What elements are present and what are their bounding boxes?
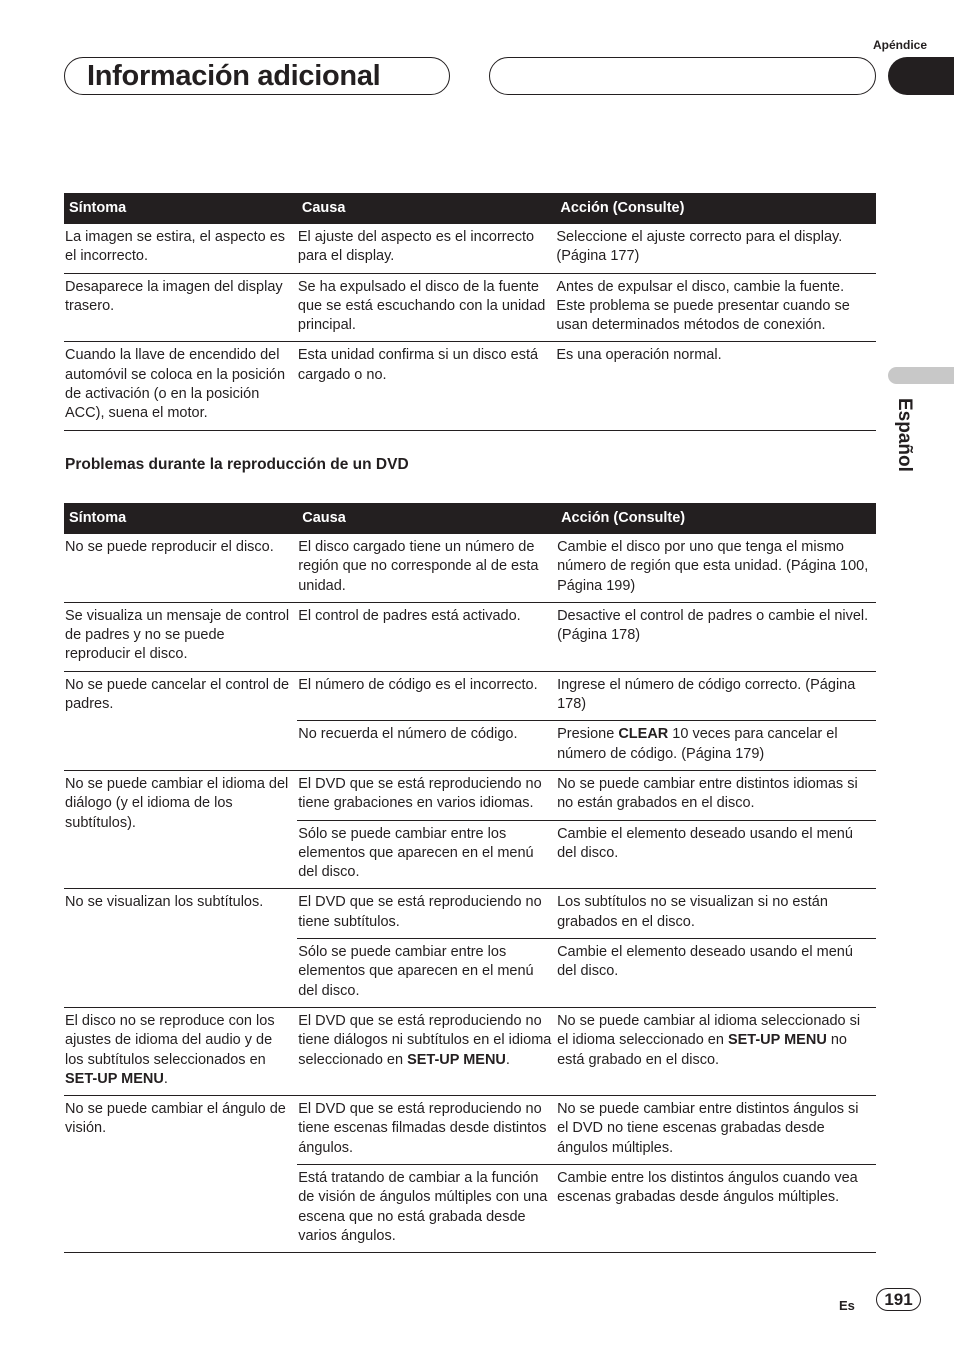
section-label: Apéndice: [872, 38, 927, 52]
clear-key-label: CLEAR: [618, 726, 669, 743]
troubleshooting-table-2: [64, 503, 876, 1253]
table-row: [64, 889, 876, 939]
symptom-cell: Se visualiza un mensaje de control de padres y no se puede reproducir el disco.: [64, 602, 297, 671]
action-cell: Cambie entre los distintos ángulos cuando vea escenas grabadas desde ángulos múltiples.: [556, 1165, 876, 1253]
setup-menu-label: SET-UP MENU: [727, 1032, 827, 1049]
action-cell: Cambie el elemento deseado usando el menú del disco.: [556, 820, 876, 889]
table-row: [64, 273, 876, 342]
cause-text: .: [505, 1051, 510, 1068]
symptom-text: El disco no se reproduce con los ajustes de idioma del audio y de los subtítulos seleccionados en: [65, 1012, 275, 1068]
action-cell: No se puede cambiar entre distintos idiomas si no están grabados en el disco.: [556, 770, 876, 820]
page-title-box: [64, 57, 450, 95]
action-cell: Cambie el elemento deseado usando el menú del disco.: [556, 939, 876, 1008]
table-row: [64, 1007, 876, 1095]
cause-cell: El DVD que se está reproduciendo no tiene escenas filmadas desde distintos ángulos.: [297, 1096, 556, 1165]
setup-menu-label: SET-UP MENU: [65, 1070, 164, 1087]
cause-cell: Sólo se puede cambiar entre los elementos que aparecen en el menú del disco.: [297, 939, 556, 1008]
symptom-text: .: [163, 1070, 168, 1087]
header-action: Acción (Consulte): [555, 193, 876, 224]
cause-text: El DVD que se está reproduciendo no tiene diálogos ni subtítulos en el idioma seleccionado en: [298, 1012, 552, 1068]
header-cause: Causa: [297, 503, 556, 534]
action-text: no está grabado en el disco.: [557, 1032, 847, 1068]
setup-menu-label: SET-UP MENU: [407, 1051, 506, 1068]
symptom-cell: No se puede cambiar el ángulo de visión.: [64, 1096, 297, 1253]
action-text: 10 veces para cancelar el número de código. (Página 179): [557, 726, 838, 762]
cause-cell: Se ha expulsado el disco de la fuente que se está escuchando con la unidad principal.: [297, 273, 555, 342]
action-text: No se puede cambiar al idioma seleccionado si el idioma seleccionado en: [557, 1012, 861, 1049]
cause-cell: El DVD que se está reproduciendo no tiene subtítulos.: [297, 889, 556, 939]
action-cell: Cambie el disco por uno que tenga el mismo número de región que esta unidad. (Página 100, Página 199): [557, 539, 869, 594]
header-empty-box: [489, 57, 876, 95]
header-action: Acción (Consulte): [556, 503, 876, 534]
action-cell: Desactive el control de padres o cambie el nivel. (Página 178): [556, 602, 876, 671]
symptom-cell: La imagen se estira, el aspecto es el incorrecto.: [65, 229, 286, 265]
action-cell: [556, 721, 876, 771]
language-code: Es: [839, 1298, 855, 1313]
symptom-cell: Desaparece la imagen del display trasero.: [64, 273, 297, 342]
action-cell: Antes de expulsar el disco, cambie la fuente. Este problema se puede presentar cuando se usan determinados métodos de conexión.: [555, 273, 876, 342]
symptom-cell: Cuando la llave de encendido del automóvil se coloca en la posición de activación (o en la posición ACC), suena el motor.: [64, 342, 297, 430]
page-number: 191: [876, 1288, 921, 1311]
table-row: [64, 1096, 876, 1165]
action-cell: Ingrese el número de código correcto. (Página 178): [556, 671, 876, 721]
cause-cell: El ajuste del aspecto es el incorrecto para el display.: [297, 229, 535, 265]
symptom-cell: No se puede reproducir el disco.: [65, 539, 274, 555]
header-cause: Causa: [297, 193, 555, 224]
table-row: [64, 671, 876, 721]
table-header-row: [64, 193, 876, 224]
language-tab-gray: [888, 367, 954, 384]
language-label: Español: [894, 398, 915, 472]
symptom-cell: No se puede cancelar el control de padres.: [64, 671, 297, 770]
troubleshooting-table-1: [64, 193, 876, 431]
table-row: [64, 770, 876, 820]
cause-cell: [297, 1007, 556, 1095]
action-text: Presione: [557, 726, 619, 743]
cause-cell: Esta unidad confirma si un disco está cargado o no.: [297, 342, 555, 430]
section-subheading: Problemas durante la reproducción de un DVD: [65, 456, 409, 473]
cause-cell: El DVD que se está reproduciendo no tiene grabaciones en varios idiomas.: [297, 770, 556, 820]
table-header-row: [64, 503, 876, 534]
symptom-cell: [64, 1007, 297, 1095]
header-symptom: Síntoma: [64, 193, 297, 224]
cause-cell: El número de código es el incorrecto.: [297, 671, 556, 721]
action-cell: Los subtítulos no se visualizan si no están grabados en el disco.: [556, 889, 876, 939]
section-tab-black: [888, 57, 954, 95]
symptom-cell: No se visualizan los subtítulos.: [64, 889, 297, 1007]
page-title: Información adicional: [87, 60, 381, 92]
table-row: [64, 342, 876, 430]
table-row: [64, 602, 876, 671]
table-row: [64, 224, 876, 273]
action-cell: Es una operación normal.: [555, 342, 876, 430]
table-row: [64, 534, 876, 602]
cause-cell: No recuerda el número de código.: [297, 721, 556, 771]
cause-cell: Sólo se puede cambiar entre los elementos que aparecen en el menú del disco.: [297, 820, 556, 889]
header-symptom: Síntoma: [64, 503, 297, 534]
action-cell: No se puede cambiar entre distintos ángulos si el DVD no tiene escenas grabadas desde ángulos múltiples.: [556, 1096, 876, 1165]
cause-cell: El control de padres está activado.: [297, 602, 556, 671]
symptom-cell: No se puede cambiar el idioma del diálogo (y el idioma de los subtítulos).: [64, 770, 297, 888]
cause-cell: Está tratando de cambiar a la función de visión de ángulos múltiples con una escena que no está grabada desde varios ángulos.: [297, 1165, 556, 1253]
action-cell: [556, 1007, 876, 1095]
cause-cell: El disco cargado tiene un número de región que no corresponde al de esta unidad.: [298, 539, 539, 594]
action-cell: Seleccione el ajuste correcto para el display. (Página 177): [556, 229, 843, 265]
